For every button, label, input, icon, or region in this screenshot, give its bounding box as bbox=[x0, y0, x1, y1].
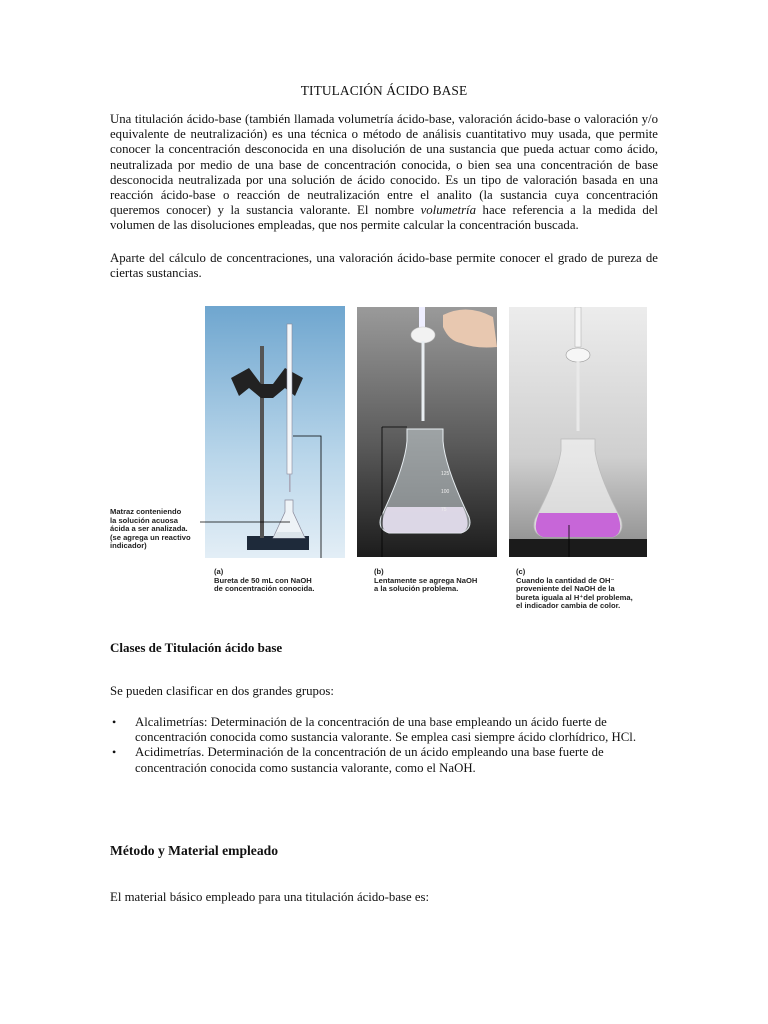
panel-b-adding-naoh bbox=[357, 307, 497, 557]
svg-text:75: 75 bbox=[441, 507, 447, 513]
intro-paragraph bbox=[110, 112, 658, 234]
list-item-text: Alcalimetrías: Determinación de la concentración de una base empleando un ácido fuerte de concentración conocida como sustancia valorante. Se emplea casi siempre ácido clorhídrico, HCl. bbox=[135, 715, 637, 745]
heading-clases: Clases de Titulación ácido base bbox=[110, 640, 283, 655]
list-item bbox=[110, 715, 658, 745]
caption-b: (b) Lentamente se agrega NaOH a la solución problema. bbox=[374, 567, 478, 594]
bullet-icon: • bbox=[112, 715, 117, 729]
left-caption-connector bbox=[200, 520, 300, 524]
classification-intro: Se pueden clasificar en dos grandes grupos: bbox=[110, 684, 334, 698]
list-item bbox=[110, 745, 658, 775]
caption-c: (c) Cuando la cantidad de OH⁻ proveniente del NaOH de la bureta iguala al H⁺del problema, el indicador cambia de color. bbox=[516, 567, 633, 611]
intro-text-end: hace referencia a la medida del volumen de las disoluciones empleadas, que nos permite calcular la concentración buscada. bbox=[110, 203, 658, 233]
material-intro: El material básico empleado para una titulación ácido-base es: bbox=[110, 890, 430, 904]
document-title: TITULACIÓN ÁCIDO BASE bbox=[300, 83, 468, 98]
caption-flask-solution: Matraz conteniendo la solución acuosa ácida a ser analizada. (se agrega un reactivo indicador) bbox=[110, 507, 191, 551]
list-item-text: Acidimetrías. Determinación de la concentración de un ácido empleando una base fuerte de concentración conocida como sustancia valorante, como el NaOH. bbox=[135, 745, 604, 775]
panel-c-color-change bbox=[509, 307, 647, 557]
heading-metodo: Método y Material empleado bbox=[110, 843, 278, 858]
intro-italic-term: volumetría bbox=[420, 203, 477, 218]
titration-figure bbox=[110, 306, 650, 614]
intro-text-start: Una titulación ácido-base (también llamada volumetría ácido-base, valoración ácido-base o valoración y/o equivalente de neutralización) es una técnica o método de análisis cuantitativo muy usada, que permite conocer la concentración desconocida en una disolución de una sustancia que pueda actuar como ácido, neutralizada por medio de una base de concentración conocida, o bien sea una concentración de base desconocida neutralizada por una solución de ácido conocido. Es un tipo de valoración basada en una reacción ácido-base o reacción de neutralización entre el analito (la sustancia cuya concentración queremos conocer) y la sustancia valorante. El nombre bbox=[110, 112, 658, 218]
classification-list bbox=[110, 715, 658, 776]
bullet-icon: • bbox=[112, 745, 117, 760]
svg-text:100: 100 bbox=[441, 489, 450, 495]
caption-a: (a) Bureta de 50 mL con NaOH de concentración conocida. bbox=[214, 567, 315, 594]
purity-paragraph: Aparte del cálculo de concentraciones, una valoración ácido-base permite conocer el grado de pureza de ciertas sustancias. bbox=[110, 251, 658, 281]
svg-text:125: 125 bbox=[441, 471, 450, 477]
